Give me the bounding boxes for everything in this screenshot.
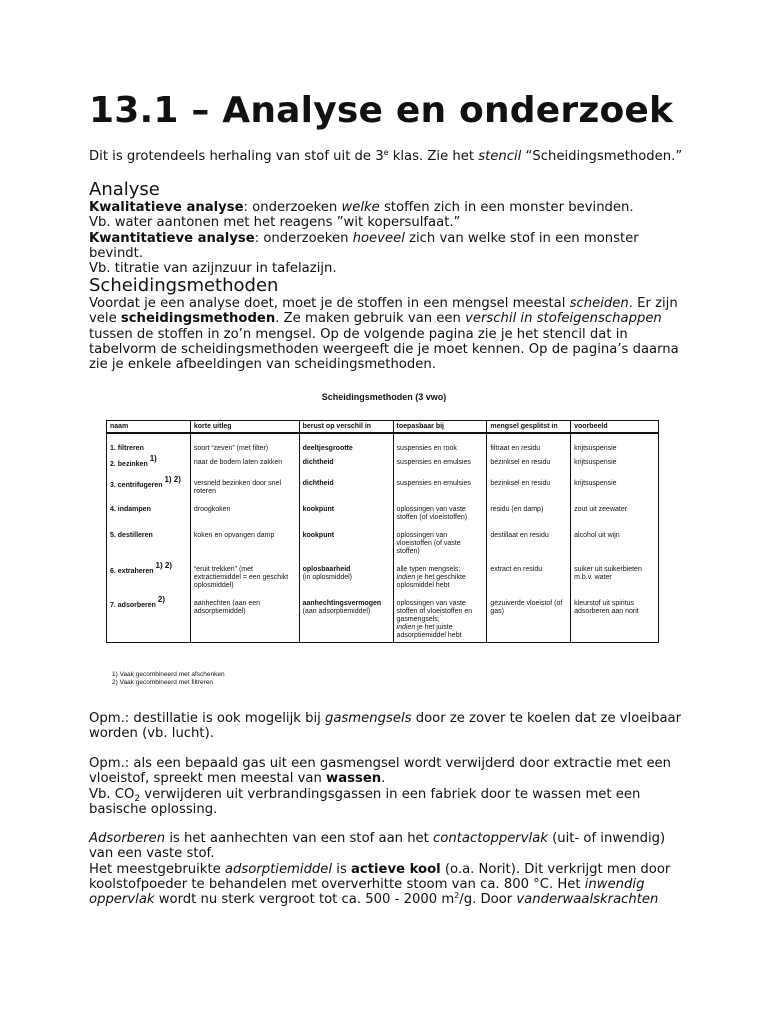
- naam-sup: 1): [149, 454, 157, 463]
- toepasbaar-text-post: je het juiste adsorptiemiddel hebt: [396, 624, 462, 639]
- cell-voorbeeld: zout uit zeewater: [571, 504, 659, 530]
- toepasbaar-text: alle typen mengsels;: [396, 566, 461, 573]
- cell-gesplitst: filtraat en residu: [487, 433, 571, 457]
- ads-italic-2: contactoppervlak: [433, 831, 548, 846]
- cell-verschil: kookpunt: [299, 504, 393, 530]
- table-row: [107, 598, 659, 643]
- ads-text-1: is het aanhechten van een stof aan het: [165, 831, 434, 846]
- table-row: [107, 457, 659, 478]
- intro-text-post: “Scheidingsmethoden.”: [521, 149, 683, 164]
- schei-italic-2: verschil in stofeigenschappen: [465, 311, 662, 327]
- verschil-sub: (aan adsorptiemiddel): [302, 608, 371, 615]
- ads-italic-5: vanderwaalskrachten: [516, 892, 659, 908]
- scheidingsmethoden-table-image: [89, 382, 679, 695]
- cell-voorbeeld: krijtsuspensie: [571, 478, 659, 504]
- toepasbaar-italic: indien: [396, 574, 416, 581]
- kwantitatief-example: Vb. titratie van azijnzuur in tafelazijn.: [89, 261, 337, 277]
- adsorberen-line-2: [89, 862, 689, 908]
- scheidingsmethoden-table: [106, 420, 659, 643]
- cell-uitleg: koken en opvangen damp: [190, 530, 299, 564]
- cell-uitleg: soort “zeven” (met filter): [190, 433, 299, 457]
- table-title: Scheidingsmethoden (3 vwo): [321, 392, 447, 402]
- cell-voorbeeld: krijtsuspensie: [571, 457, 659, 478]
- toepasbaar-text-post: je het geschikte oplosmiddel hebt: [396, 574, 466, 589]
- table-header: toepasbaar bij: [393, 421, 487, 434]
- ads-text-5: (o.a. Norit). Dit verkrijgt men door koolstofpoeder te behandelen met oververhitte stoom van ca. 800 °C. Het: [89, 861, 671, 892]
- kwalitatief-italic: welke: [341, 200, 380, 215]
- toepasbaar-text: oplossingen van vaste stoffen of vloeistoffen en gasmengsels;: [396, 600, 473, 623]
- intro-sup: e: [383, 148, 389, 157]
- kwantitatief-text: : onderzoeken: [254, 230, 353, 246]
- table-header: mengsel gesplitst in: [487, 421, 571, 434]
- cell-naam: [107, 561, 191, 598]
- footnote-1: 1) Vaak gecombineerd met afschenken: [112, 671, 225, 678]
- kwalitatief-text: : onderzoeken: [243, 200, 342, 215]
- kwantitatief-italic: hoeveel: [352, 230, 405, 246]
- cell-toepasbaar: suspensies en emulsies: [393, 478, 487, 504]
- cell-toepasbaar: oplossingen van vaste stoffen (of vloeistoffen): [393, 504, 487, 530]
- cell-uitleg: droogkoken: [190, 504, 299, 530]
- verschil-bold: aanhechtingsvermogen: [302, 600, 382, 607]
- ads-text-6: wordt nu sterk vergroot tot ca. 500 - 2000 m: [154, 892, 455, 908]
- cell-toepasbaar: suspensies en rook: [393, 433, 487, 457]
- opm-destillatie: [89, 711, 689, 742]
- cell-verschil: kookpunt: [299, 530, 393, 564]
- verschil-bold: oplosbaarheid: [302, 566, 351, 573]
- naam-text: 7. adsorberen: [110, 602, 156, 609]
- verschil-sub: (in oplosmiddel): [302, 574, 353, 581]
- ads-text-3: Het meestgebruikte: [89, 861, 225, 877]
- opm1-text: Opm.: destillatie is ook mogelijk bij: [89, 711, 325, 726]
- table-row: [107, 530, 659, 564]
- ads-text-4: is: [332, 861, 352, 877]
- cell-naam: [107, 504, 191, 530]
- naam-sup: 1) 2): [164, 475, 181, 484]
- kwantitatief-term: Kwantitatieve analyse: [89, 230, 255, 246]
- schei-text-4: tussen de stoffen in zo’n mengsel. Op de volgende pagina zie je het stencil dat in tabelvorm de scheidingsmethoden weergeeft die je moet kennen. Op de pagina’s daarna zie je enkele afbeeldingen van scheidingsmethoden.: [89, 326, 679, 373]
- adsorberen-section: [89, 831, 689, 907]
- table-header: naam: [107, 421, 191, 434]
- cell-uitleg: “eruit trekken” (met extractiemiddel = een geschikt oplosmiddel): [190, 564, 299, 598]
- analyse-section: [89, 200, 689, 276]
- opm2-vb-text-post: verwijderen uit verbrandingsgassen in een fabriek door te wassen met een basische oplossing.: [89, 786, 641, 817]
- cell-gesplitst: destillaat en residu: [487, 530, 571, 564]
- ads-bold: actieve kool: [351, 861, 441, 877]
- cell-gesplitst: extract en residu: [487, 564, 571, 598]
- schei-text-2: . Er zijn vele: [89, 296, 678, 327]
- cell-uitleg: aanhechten (aan een adsorptiemiddel): [190, 598, 299, 643]
- schei-bold: scheidingsmethoden: [120, 311, 276, 327]
- naam-sup: 1) 2): [155, 561, 172, 570]
- naam-text: 6. extraheren: [110, 568, 154, 575]
- cell-naam: [107, 530, 191, 564]
- cell-voorbeeld: krijtsuspensie: [571, 433, 659, 457]
- schei-italic-1: scheiden: [569, 296, 629, 311]
- cell-verschil: deeltjesgrootte: [299, 433, 393, 457]
- cell-voorbeeld: alcohol uit wijn: [571, 530, 659, 564]
- kwalitatief-example: Vb. water aantonen met het reagens ”wit kopersulfaat.”: [89, 215, 461, 231]
- cell-gesplitst: residu (en damp): [487, 504, 571, 530]
- cell-toepasbaar: suspensies en emulsies: [393, 457, 487, 478]
- naam-text: 5. destilleren: [110, 532, 153, 539]
- opm1-italic: gasmengsels: [324, 711, 412, 726]
- cell-uitleg: versneld bezinken door snel roteren: [190, 478, 299, 504]
- intro-italic: stencil: [478, 149, 522, 164]
- opm2-vb-text: Vb. CO: [89, 786, 135, 802]
- opm2-bold: wassen: [326, 771, 382, 787]
- naam-sup: 2): [157, 595, 165, 604]
- naam-text: 3. centrifugeren: [110, 482, 163, 489]
- cell-voorbeeld: kleurstof uit spiritus adsorberen aan norit: [571, 598, 659, 643]
- table-header: voorbeeld: [571, 421, 659, 434]
- kwantitatief-text-post: zich van welke stof in een monster bevindt.: [89, 230, 639, 261]
- intro-paragraph: [89, 149, 689, 164]
- schei-text-3: . Ze maken gebruik van een: [275, 311, 466, 327]
- kwantitatief-line: [89, 231, 689, 262]
- table-row: [107, 478, 659, 504]
- ads-italic-4: inwendig oppervlak: [89, 876, 645, 908]
- ads-italic-1: Adsorberen: [89, 831, 166, 846]
- cell-naam: [107, 433, 191, 457]
- table-row: [107, 504, 659, 530]
- cell-gesplitst: bezinksel en residu: [487, 478, 571, 504]
- ads-italic-3: adsorptiemiddel: [224, 861, 333, 877]
- table-header-row: [107, 421, 659, 434]
- cell-gesplitst: bezinksel en residu: [487, 457, 571, 478]
- cell-verschil: dichtheid: [299, 457, 393, 478]
- cell-toepasbaar: [393, 564, 487, 598]
- opm2-line: [89, 756, 689, 787]
- cell-toepasbaar: [393, 598, 487, 643]
- ads-text-7: /g. Door: [459, 892, 517, 908]
- table-row: [107, 564, 659, 598]
- naam-text: 2. bezinken: [110, 461, 148, 468]
- cell-verschil: [299, 564, 393, 598]
- cell-verschil: [299, 598, 393, 643]
- cell-naam: [107, 595, 191, 643]
- kwalitatief-term: Kwalitatieve analyse: [89, 200, 244, 215]
- intro-text-mid: klas. Zie het: [388, 149, 479, 164]
- naam-text: 4. indampen: [110, 506, 151, 513]
- cell-gesplitst: gezuiverde vloeistof (of gas): [487, 598, 571, 643]
- naam-text: 1. filtreren: [110, 445, 144, 452]
- scheidingsmethoden-heading: Scheidingsmethoden: [89, 275, 279, 296]
- cell-verschil: dichtheid: [299, 478, 393, 504]
- ads-sup: 2: [454, 891, 460, 901]
- footnote-2: 2) Vaak gecombineerd met filtreren: [112, 679, 214, 686]
- opm2-vb-sub: 2: [134, 793, 141, 804]
- schei-text-1: Voordat je een analyse doet, moet je de stoffen in een mengsel meestal: [89, 296, 570, 311]
- opm1-text-post: door ze zover te koelen dat ze vloeibaar worden (vb. lucht).: [89, 711, 682, 742]
- cell-naam: [107, 475, 191, 504]
- opm2-example: [89, 787, 689, 818]
- cell-uitleg: naar de bodem laten zakken: [190, 457, 299, 478]
- scheidingsmethoden-paragraph: [89, 296, 679, 372]
- table-row: [107, 433, 659, 457]
- kwalitatief-line: [89, 200, 689, 215]
- intro-text: Dit is grotendeels herhaling van stof uit de 3: [89, 149, 384, 164]
- table-header: korte uitleg: [190, 421, 299, 434]
- toepasbaar-italic: indien: [396, 624, 416, 631]
- cell-voorbeeld: suiker uit suikerbieten m.b.v. water: [571, 564, 659, 598]
- adsorberen-line-1: [89, 831, 689, 862]
- kwalitatief-text-post: stoffen zich in een monster bevinden.: [379, 200, 634, 215]
- opm-wassen: [89, 756, 689, 817]
- opm2-text-post: .: [381, 771, 386, 787]
- cell-toepasbaar: oplossingen van vloeistoffen (of vaste stoffen): [393, 530, 487, 564]
- table-header: berust op verschil in: [299, 421, 393, 434]
- opm2-text: Opm.: als een bepaald gas uit een gasmengsel wordt verwijderd door extractie met een vloeistof, spreekt men meestal van: [89, 756, 672, 787]
- page-title: 13.1 – Analyse en onderzoek: [89, 90, 674, 131]
- ads-text-2: (uit- of inwendig) van een vaste stof.: [89, 831, 666, 862]
- analyse-heading: Analyse: [89, 179, 160, 200]
